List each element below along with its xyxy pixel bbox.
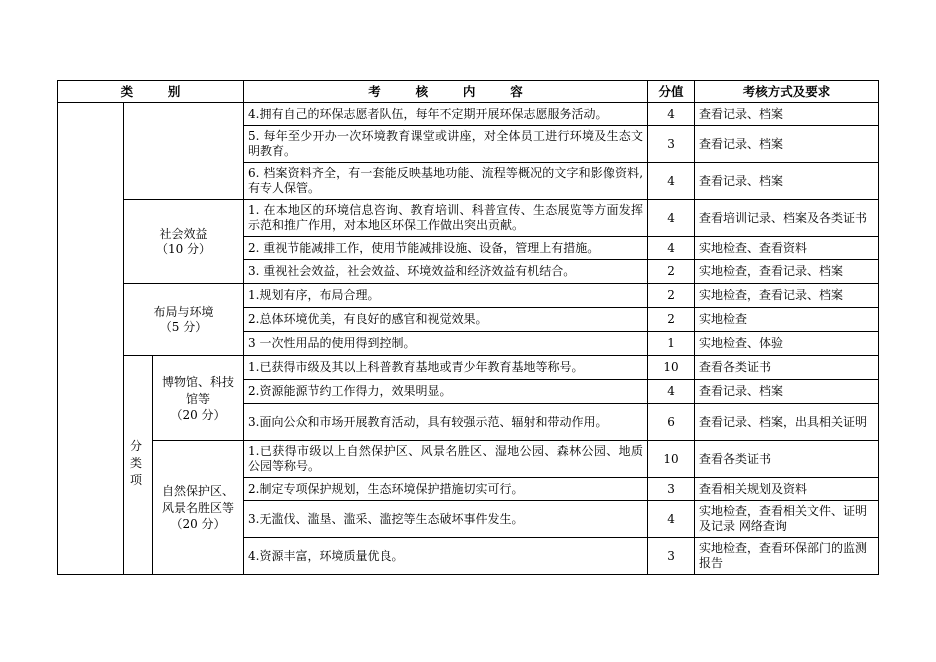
content-cell: 3 一次性用品的使用得到控制。 xyxy=(244,332,648,356)
score-cell: 6 xyxy=(648,404,695,441)
group-museum-cell xyxy=(153,356,244,441)
score-cell: 2 xyxy=(648,284,695,308)
subcategory-blank-cell xyxy=(124,103,244,200)
method-cell: 查看记录、档案 xyxy=(695,126,879,163)
score-cell: 3 xyxy=(648,538,695,575)
table-row xyxy=(58,200,879,237)
table-row xyxy=(58,284,879,308)
method-cell: 实地检查，查看环保部门的监测报告 xyxy=(695,538,879,575)
header-row xyxy=(58,81,879,103)
header-content: 考 核 内 容 xyxy=(244,81,648,103)
assessment-table xyxy=(57,80,879,575)
score-cell: 3 xyxy=(648,126,695,163)
score-cell: 2 xyxy=(648,308,695,332)
score-cell: 4 xyxy=(648,163,695,200)
group-social-cell xyxy=(124,200,244,284)
score-cell: 4 xyxy=(648,103,695,126)
group-layout-cell xyxy=(124,284,244,356)
method-cell: 查看培训记录、档案及各类证书 xyxy=(695,200,879,237)
content-cell: 1.已获得市级以上自然保护区、风景名胜区、湿地公园、森林公园、地质公园等称号。 xyxy=(244,441,648,478)
content-cell: 3.面向公众和市场开展教育活动，具有较强示范、辐射和带动作用。 xyxy=(244,404,648,441)
content-cell: 4.拥有自己的环保志愿者队伍，每年不定期开展环保志愿服务活动。 xyxy=(244,103,648,126)
content-cell: 1. 在本地区的环境信息咨询、教育培训、科普宣传、生态展览等方面发挥示范和推广作用，对本地区环保工作做出突出贡献。 xyxy=(244,200,648,237)
score-cell: 10 xyxy=(648,441,695,478)
content-cell: 2.资源能源节约工作得力，效果明显。 xyxy=(244,380,648,404)
group-nature-points: （20 分） xyxy=(170,517,226,531)
group-nature-cell xyxy=(153,441,244,575)
group-museum-points: （20 分） xyxy=(170,407,226,422)
content-cell: 1.规划有序，布局合理。 xyxy=(244,284,648,308)
method-cell: 查看记录、档案 xyxy=(695,163,879,200)
score-cell: 3 xyxy=(648,478,695,501)
score-cell: 4 xyxy=(648,237,695,260)
score-cell: 4 xyxy=(648,380,695,404)
method-cell: 实地检查、体验 xyxy=(695,332,879,356)
score-cell: 1 xyxy=(648,332,695,356)
table-row xyxy=(58,103,879,126)
method-cell: 查看各类证书 xyxy=(695,441,879,478)
group-social-points: （10 分） xyxy=(155,241,212,256)
group-social-name: 社会效益 xyxy=(159,226,208,241)
group-layout-name: 布局与环境 xyxy=(153,304,214,319)
content-cell: 3. 重视社会效益，社会效益、环境效益和经济效益有机结合。 xyxy=(244,260,648,284)
group-nature-name: 自然保护区、风景名胜区等 xyxy=(162,484,235,515)
method-cell: 查看记录、档案，出具相关证明 xyxy=(695,404,879,441)
header-score: 分值 xyxy=(648,81,695,103)
content-cell: 1.已获得市级及其以上科普教育基地或青少年教育基地等称号。 xyxy=(244,356,648,380)
table-row xyxy=(58,441,879,478)
score-cell: 4 xyxy=(648,501,695,538)
content-cell: 4.资源丰富，环境质量优良。 xyxy=(244,538,648,575)
content-cell: 2.总体环境优美，有良好的感官和视觉效果。 xyxy=(244,308,648,332)
content-cell: 6. 档案资料齐全，有一套能反映基地功能、流程等概况的文字和影像资料,有专人保管。 xyxy=(244,163,648,200)
method-cell: 实地检查、查看资料 xyxy=(695,237,879,260)
method-cell: 查看相关规划及资料 xyxy=(695,478,879,501)
group-museum-name: 博物馆、科技馆等 xyxy=(162,374,235,406)
score-cell: 2 xyxy=(648,260,695,284)
header-method: 考核方式及要求 xyxy=(695,81,879,103)
category-blank-cell xyxy=(58,103,124,575)
method-cell: 实地检查，查看记录、档案 xyxy=(695,284,879,308)
classify-label: 分类项 xyxy=(129,439,142,487)
score-cell: 4 xyxy=(648,200,695,237)
method-cell: 实地检查，查看记录、档案 xyxy=(695,260,879,284)
method-cell: 查看各类证书 xyxy=(695,356,879,380)
content-cell: 2.制定专项保护规划，生态环境保护措施切实可行。 xyxy=(244,478,648,501)
method-cell: 实地检查，查看相关文件、证明及记录 网络查询 xyxy=(695,501,879,538)
method-cell: 查看记录、档案 xyxy=(695,380,879,404)
method-cell: 查看记录、档案 xyxy=(695,103,879,126)
header-category: 类 别 xyxy=(58,81,244,103)
content-cell: 3.无滥伐、滥垦、滥采、滥挖等生态破坏事件发生。 xyxy=(244,501,648,538)
score-cell: 10 xyxy=(648,356,695,380)
content-cell: 5. 每年至少开办一次环境教育课堂或讲座，对全体员工进行环境及生态文明教育。 xyxy=(244,126,648,163)
method-cell: 实地检查 xyxy=(695,308,879,332)
group-layout-points: （5 分） xyxy=(159,319,208,334)
table-row xyxy=(58,356,879,380)
content-cell: 2. 重视节能减排工作，使用节能减排设施、设备，管理上有措施。 xyxy=(244,237,648,260)
